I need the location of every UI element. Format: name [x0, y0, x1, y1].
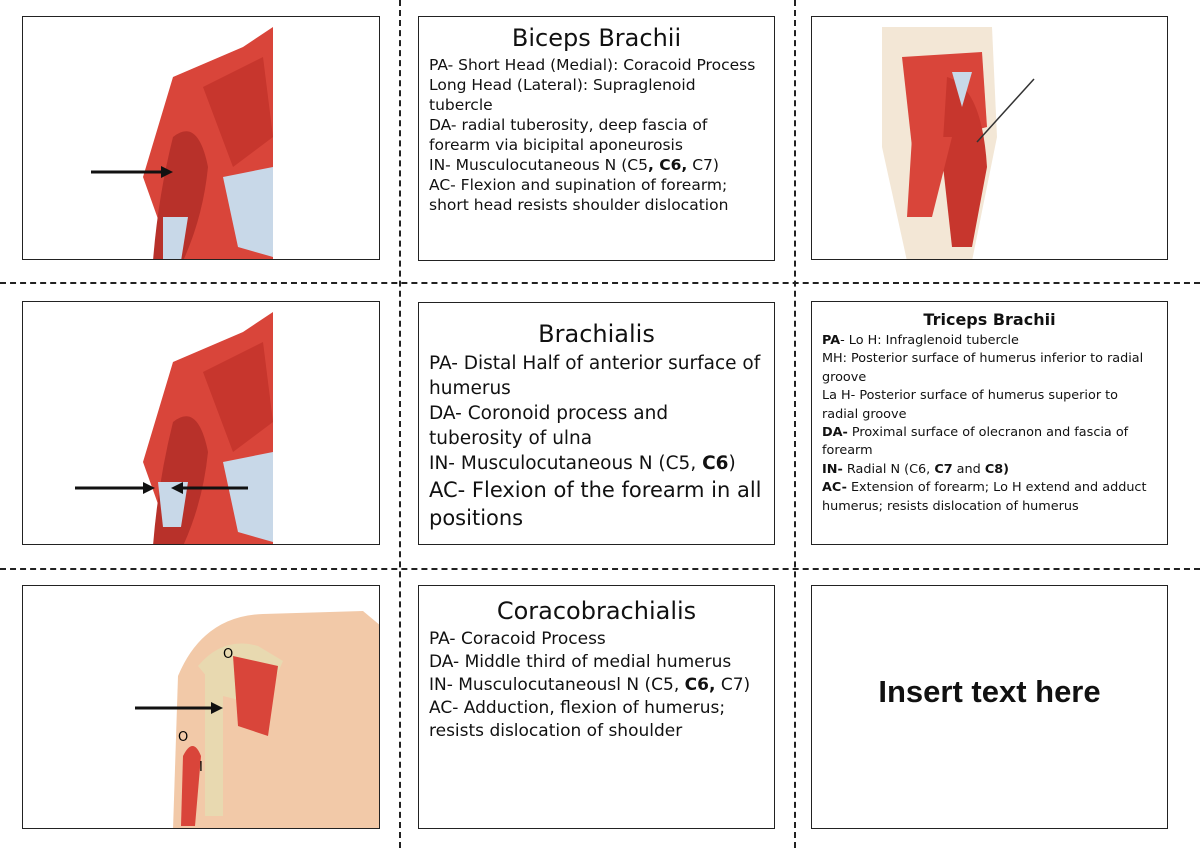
card-title: Triceps Brachii — [923, 310, 1056, 329]
innervation-line: IN- Musculocutaneous N (C5, C6, C7) — [429, 156, 719, 174]
origin-line: Long Head (Lateral): Supraglenoid tubercle — [429, 76, 696, 114]
innervation-line: IN- Musculocutaneous N (C5, C6) — [429, 453, 736, 474]
card-title: Biceps Brachii — [511, 24, 682, 52]
origin-label: O — [178, 730, 189, 745]
card-brachialis-text — [418, 302, 775, 545]
card-blank — [811, 585, 1168, 829]
card-biceps-posterior-image — [811, 16, 1168, 260]
card-brachialis-image — [22, 301, 380, 545]
insertion-line: DA- Coronoid process and tuberosity of ulna — [429, 403, 669, 449]
placeholder-text: Insert text here — [878, 674, 1101, 709]
origin-line: PA- Lo H: Infraglenoid tubercle — [822, 333, 1019, 348]
action-line: AC- Flexion of the forearm in all positions — [429, 478, 762, 530]
origin-line: MH: Posterior surface of humerus inferior to radial groove — [822, 351, 1144, 385]
insertion-line: DA- Proximal surface of olecranon and fascia of forearm — [822, 425, 1129, 459]
insertion-label: I — [199, 760, 203, 775]
action-line: AC- Extension of forearm; Lo H extend and adduct humerus; resists dislocation of humerus — [822, 480, 1147, 514]
origin-line: PA- Coracoid Process — [429, 629, 606, 649]
biceps-arm-illustration — [23, 17, 380, 260]
card-biceps-text — [418, 16, 775, 261]
origin-label: O — [223, 647, 234, 662]
action-line: AC- Adduction, flexion of humerus; resists dislocation of shoulder — [429, 698, 726, 741]
action-line: AC- Flexion and supination of forearm; short head resists shoulder dislocation — [429, 176, 729, 214]
origin-line: PA- Distal Half of anterior surface of humerus — [429, 353, 761, 399]
insertion-line: DA- radial tuberosity, deep fascia of forearm via bicipital aponeurosis — [429, 116, 708, 154]
card-biceps-image — [22, 16, 380, 260]
cut-line-bottom — [0, 568, 1200, 570]
card-triceps-text — [811, 301, 1168, 545]
origin-line: PA- Short Head (Medial): Coracoid Process — [429, 56, 756, 74]
coracobrachialis-illustration — [23, 586, 380, 829]
insertion-line: DA- Middle third of medial humerus — [429, 652, 732, 672]
biceps-shoulder-illustration — [812, 17, 1168, 260]
innervation-line: IN- Radial N (C6, C7 and C8) — [822, 461, 1009, 477]
card-title: Brachialis — [538, 320, 655, 348]
brachialis-arm-illustration — [23, 302, 380, 545]
cut-line-left — [399, 0, 401, 848]
innervation-line: IN- Musculocutaneousl N (C5, C6, C7) — [429, 675, 751, 695]
card-title: Coracobrachialis — [496, 597, 697, 625]
origin-line: La H- Posterior surface of humerus superior to radial groove — [822, 388, 1118, 422]
card-coracobrachialis-image — [22, 585, 380, 829]
cut-line-right — [794, 0, 796, 848]
cut-line-top — [0, 282, 1200, 284]
card-coracobrachialis-text — [418, 585, 775, 829]
